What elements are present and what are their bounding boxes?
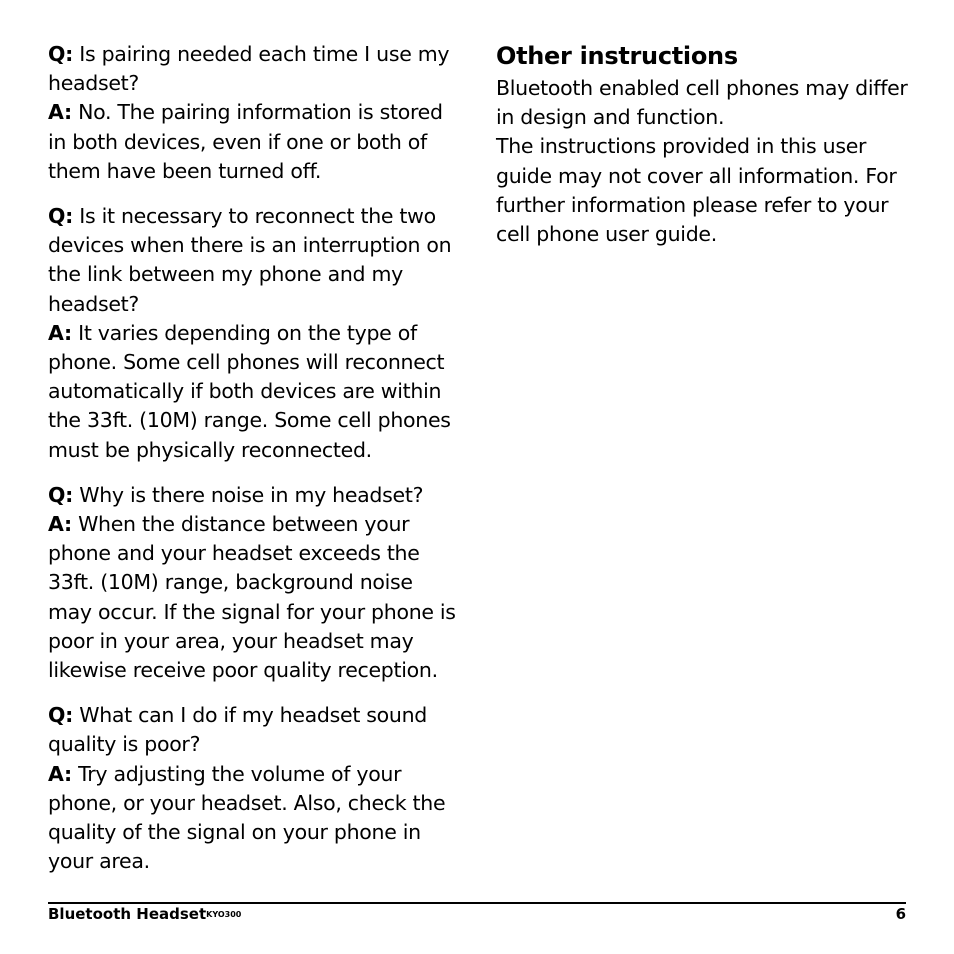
page-number: 6 [895, 905, 906, 923]
answer-label: A: [48, 512, 72, 537]
faq-item [48, 701, 458, 876]
paragraph: The instructions provided in this user guide may not cover all information. For further information please refer to your cell phone user guide. [496, 134, 897, 247]
faq-question [48, 202, 458, 319]
question-text: Why is there noise in my headset? [79, 482, 424, 507]
answer-text: When the distance between your phone and your headset exceeds the 33ft. (10M) range, background noise may occur. If the signal for your phone is poor in your area, your headset may likewise receive poor quality reception. [48, 512, 456, 683]
faq-item [48, 481, 458, 685]
answer-text: Try adjusting the volume of your phone, or your headset. Also, check the quality of the signal on your phone in your area. [48, 761, 446, 874]
question-label: Q: [48, 204, 74, 229]
answer-text: No. The pairing information is stored in both devices, even if one or both of them have been turned off. [48, 100, 443, 183]
question-label: Q: [48, 42, 74, 66]
faq-column [48, 40, 458, 892]
faq-answer [48, 98, 458, 186]
faq-question [48, 701, 458, 759]
faq-question [48, 481, 458, 510]
faq-item [48, 40, 458, 186]
section-title: Other instructions [496, 42, 738, 70]
faq-answer [48, 510, 458, 685]
paragraph: Bluetooth enabled cell phones may differ in design and function. [496, 76, 908, 130]
footer-product [48, 903, 241, 925]
answer-text: It varies depending on the type of phone. Some cell phones will reconnect automatically if both devices are within the 33ft. (10M) range. Some cell phones must be physically reconnected. [48, 320, 451, 462]
question-text: Is it necessary to reconnect the two devices when there is an interruption on the link between my phone and my headset? [48, 204, 452, 316]
faq-item [48, 202, 458, 465]
question-label: Q: [48, 703, 74, 728]
answer-label: A: [48, 100, 72, 125]
faq-question [48, 40, 458, 98]
product-name: Bluetooth Headset [48, 905, 207, 923]
answer-label: A: [48, 761, 72, 786]
faq-answer [48, 760, 458, 877]
other-instructions-column [496, 40, 916, 249]
question-text: What can I do if my headset sound quality is poor? [48, 703, 427, 757]
page-footer [48, 903, 906, 925]
answer-label: A: [48, 320, 72, 345]
model-number: KYO300 [206, 910, 242, 919]
faq-answer [48, 319, 458, 465]
question-text: Is pairing needed each time I use my headset? [48, 42, 450, 96]
question-label: Q: [48, 482, 74, 507]
